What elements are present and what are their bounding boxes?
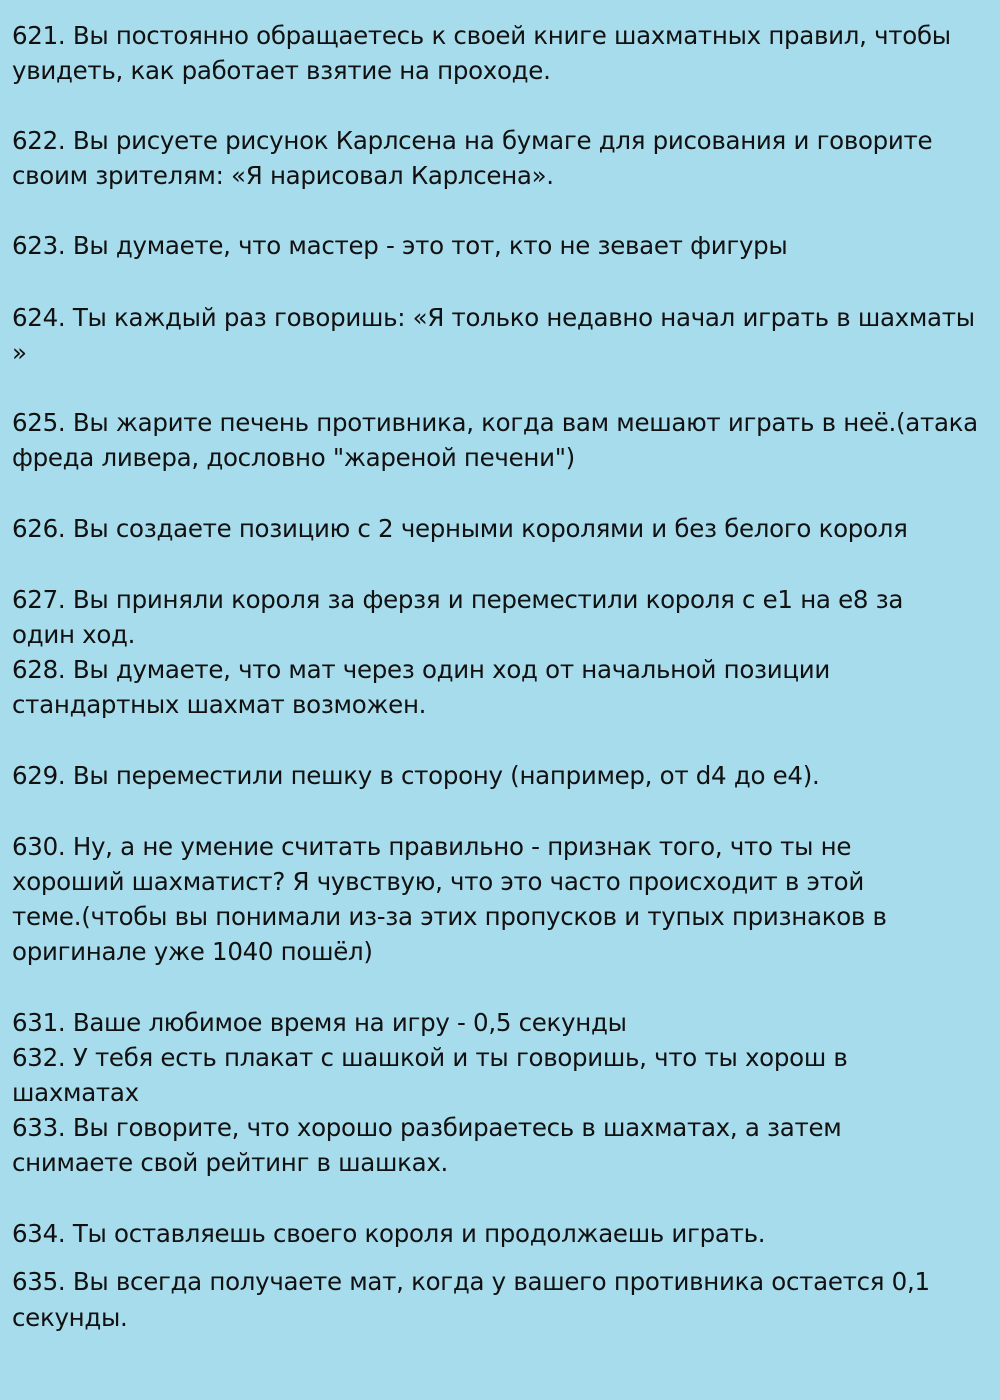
- list-item-630-line-2: хороший шахматист? Я чувствую, что это часто происходит в этой: [12, 867, 864, 896]
- list-item-633-line-1: 633. Вы говорите, что хорошо разбираетесь в шахматах, а затем: [12, 1113, 842, 1142]
- list-item-632-line-2: шахматах: [12, 1078, 139, 1107]
- list-item-625-line-2: фреда ливера, дословно "жареной печени"): [12, 443, 575, 472]
- list-item-624-line-1: 624. Ты каждый раз говоришь: «Я только недавно начал играть в шахматы: [12, 303, 975, 332]
- list-item-627-line-1: 627. Вы приняли короля за ферзя и переместили короля с е1 на е8 за: [12, 585, 904, 614]
- list-item-628-line-1: 628. Вы думаете, что мат через один ход от начальной позиции: [12, 655, 831, 684]
- list-item-633-line-2: снимаете свой рейтинг в шашках.: [12, 1148, 449, 1177]
- list-item-627-line-2: один ход.: [12, 620, 136, 649]
- list-item-624-line-2: »: [12, 338, 27, 367]
- list-item-628-line-2: стандартных шахмат возможен.: [12, 690, 427, 719]
- list-item-630-line-3: теме.(чтобы вы понимали из-за этих пропусков и тупых признаков в: [12, 902, 887, 931]
- list-item-622-line-1: 622. Вы рисуете рисунок Карлсена на бумаге для рисования и говорите: [12, 126, 933, 155]
- list-item-631-line-1: 631. Ваше любимое время на игру - 0,5 секунды: [12, 1008, 627, 1037]
- list-item-632-line-1: 632. У тебя есть плакат с шашкой и ты говоришь, что ты хорош в: [12, 1043, 848, 1072]
- list-item-622-line-2: своим зрителям: «Я нарисовал Карлсена».: [12, 161, 554, 190]
- list-item-626-line-1: 626. Вы создаете позицию с 2 черными королями и без белого короля: [12, 514, 908, 543]
- list-item-634-line-1: 634. Ты оставляешь своего короля и продолжаешь играть.: [12, 1219, 766, 1248]
- list-item-635-line-2: секунды.: [12, 1303, 128, 1332]
- list-item-621-line-2: увидеть, как работает взятие на проходе.: [12, 56, 551, 85]
- list-item-629-line-1: 629. Вы переместили пешку в сторону (например, от d4 до е4).: [12, 761, 820, 790]
- list-item-625-line-1: 625. Вы жарите печень противника, когда вам мешают играть в неё.(атака: [12, 408, 978, 437]
- list-item-621-line-1: 621. Вы постоянно обращаетесь к своей книге шахматных правил, чтобы: [12, 21, 951, 50]
- list-item-623-line-1: 623. Вы думаете, что мастер - это тот, кто не зевает фигуры: [12, 231, 788, 260]
- list-item-630-line-1: 630. Ну, а не умение считать правильно - признак того, что ты не: [12, 832, 852, 861]
- list-item-635-line-1: 635. Вы всегда получаете мат, когда у вашего противника остается 0,1: [12, 1267, 930, 1296]
- list-item-630-line-4: оригинале уже 1040 пошёл): [12, 937, 373, 966]
